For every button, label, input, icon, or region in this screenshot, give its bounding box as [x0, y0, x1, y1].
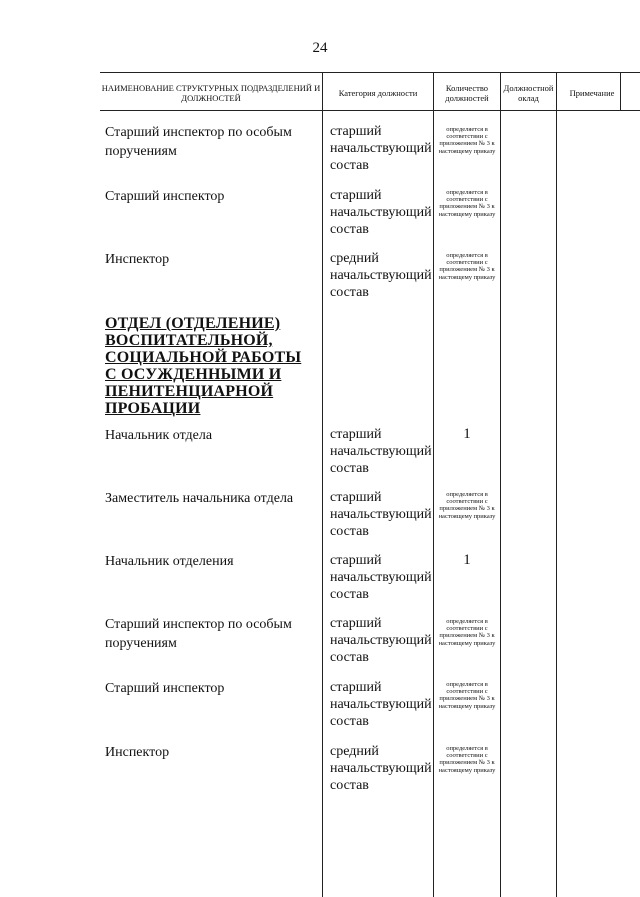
position-quantity: определяется в соответствии с приложением № 3 к настоящему приказу: [438, 681, 496, 710]
position-quantity: определяется в соответствии с приложением № 3 к настоящему приказу: [438, 745, 496, 774]
header-category: Категория должности: [338, 88, 418, 98]
position-quantity: определяется в соответствии с приложением № 3 к настоящему приказу: [438, 189, 496, 218]
position-category: старший начальствующий состав: [330, 490, 432, 539]
position-category: средний начальствующий состав: [330, 251, 432, 300]
position-category: старший начальствующий состав: [330, 188, 432, 237]
staff-table: [100, 72, 640, 897]
position-name: Начальник отдела: [105, 428, 213, 443]
position-name: Старший инспектор: [105, 681, 225, 696]
position-name: Старший инспектор по особым поручениям: [105, 617, 292, 651]
position-quantity: определяется в соответствии с приложением № 3 к настоящему приказу: [438, 126, 496, 155]
position-category: средний начальствующий состав: [330, 744, 432, 793]
table-top-border: [100, 72, 640, 73]
position-category: старший начальствующий состав: [330, 124, 432, 173]
position-category: старший начальствующий состав: [330, 616, 432, 665]
header-bottom-border: [100, 110, 640, 111]
position-quantity: 1: [463, 426, 471, 442]
position-quantity: определяется в соответствии с приложением № 3 к настоящему приказу: [438, 491, 496, 520]
position-category: старший начальствующий состав: [330, 680, 432, 729]
position-name: Старший инспектор: [105, 189, 225, 204]
header-name: НАИМЕНОВАНИЕ СТРУКТУРНЫХ ПОДРАЗДЕЛЕНИЙ И ДОЛЖНОСТЕЙ: [101, 83, 321, 103]
position-quantity: определяется в соответствии с приложением № 3 к настоящему приказу: [438, 252, 496, 281]
page-number: 24: [312, 40, 328, 56]
position-name: Заместитель начальника отдела: [105, 491, 294, 506]
column-divider: [322, 72, 323, 897]
header-quantity: Количество должностей: [445, 83, 489, 103]
position-quantity: 1: [463, 552, 471, 568]
position-name: Начальник отделения: [105, 554, 234, 569]
position-name: Инспектор: [105, 745, 170, 760]
position-category: старший начальствующий состав: [330, 553, 432, 602]
section-heading: ОТДЕЛ (ОТДЕЛЕНИЕ) ВОСПИТАТЕЛЬНОЙ, СОЦИАЛЬНОЙ РАБОТЫ С ОСУЖДЕННЫМИ И ПЕНИТЕНЦИАРНОЙ ПРОБАЦИИ: [105, 315, 302, 417]
column-divider: [556, 72, 557, 897]
position-name: Инспектор: [105, 252, 170, 267]
position-quantity: определяется в соответствии с приложением № 3 к настоящему приказу: [438, 618, 496, 647]
header-note: Примечание: [569, 88, 615, 98]
position-category: старший начальствующий состав: [330, 427, 432, 476]
position-name: Старший инспектор по особым поручениям: [105, 125, 292, 159]
header-salary: Должностной оклад: [503, 83, 554, 103]
